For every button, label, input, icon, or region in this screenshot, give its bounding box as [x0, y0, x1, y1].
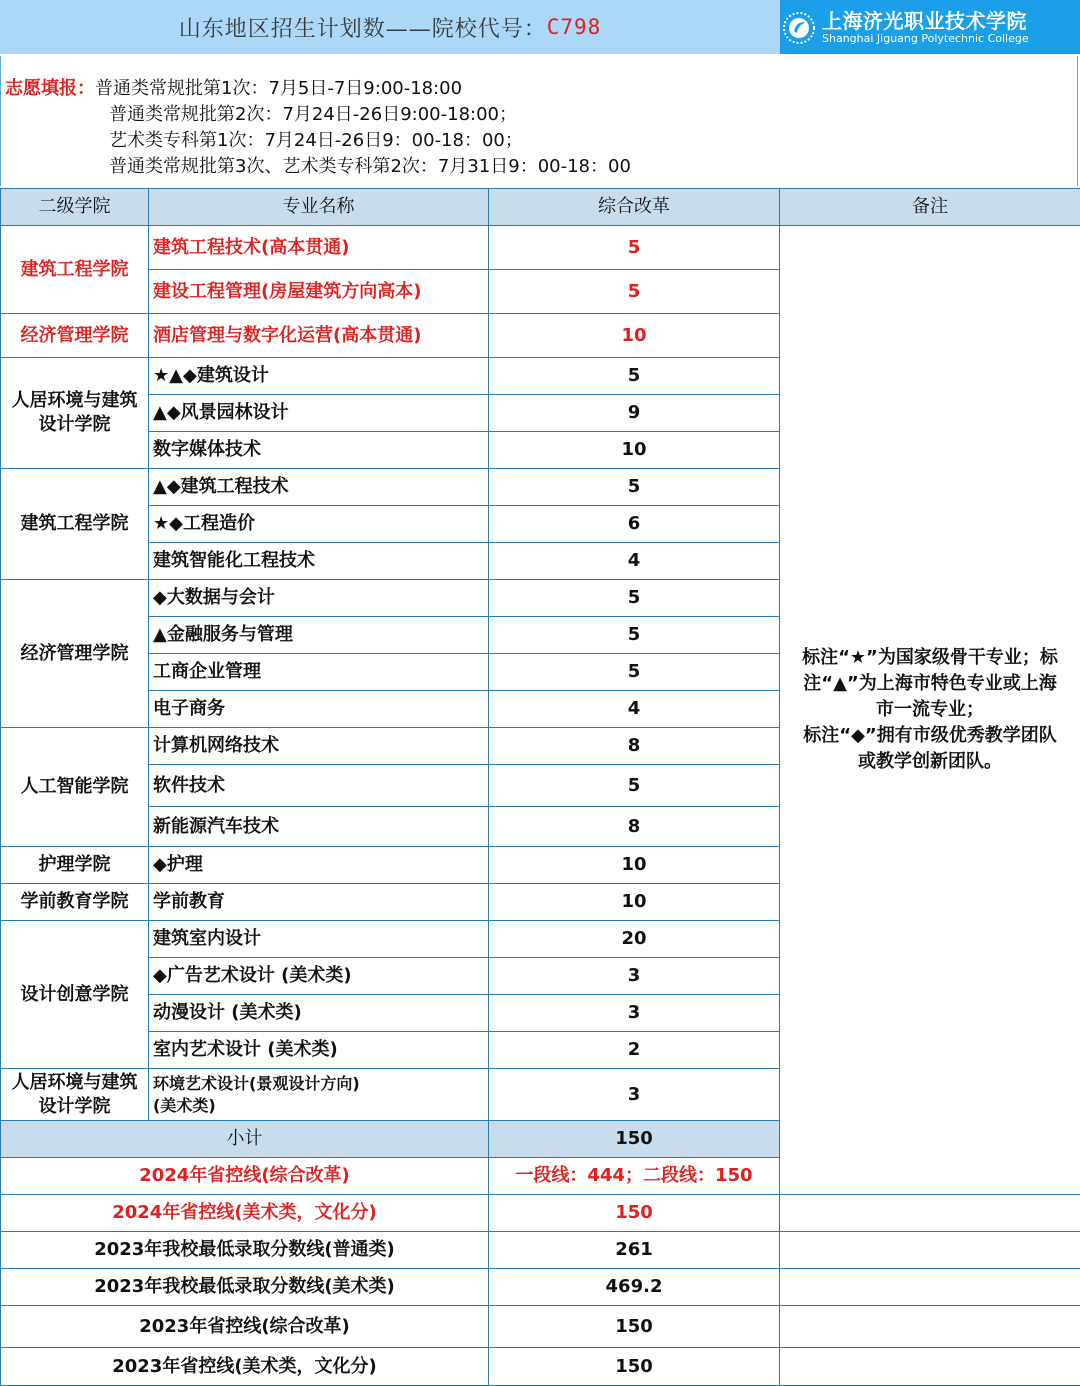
count-cell: 2	[489, 1032, 780, 1069]
major-cell: 新能源汽车技术	[149, 807, 489, 847]
footer-row	[1, 1269, 1080, 1306]
college-cell: 护理学院	[1, 847, 149, 884]
footer-value: 150	[489, 1306, 780, 1348]
remark-line: 注“▲”为上海市特色专业或上海	[788, 671, 1072, 697]
major-cell: 电子商务	[149, 691, 489, 728]
major-cell: ▲金融服务与管理	[149, 617, 489, 654]
title-prefix: 山东地区招生计划数——院校代号：	[179, 12, 547, 43]
count-cell: 5	[489, 270, 780, 314]
table-header-row	[1, 189, 1080, 226]
subtotal-label: 小计	[1, 1121, 489, 1158]
college-cell: 经济管理学院	[1, 314, 149, 358]
count-cell: 5	[489, 765, 780, 807]
application-notice	[0, 56, 1078, 186]
footer-label: 2023年省控线(美术类，文化分)	[1, 1348, 489, 1386]
count-cell: 3	[489, 958, 780, 995]
major-cell: 建筑智能化工程技术	[149, 543, 489, 580]
count-cell: 10	[489, 847, 780, 884]
college-cell: 设计创意学院	[1, 921, 149, 1069]
page-title	[0, 0, 780, 54]
enrollment-table	[0, 188, 1080, 1386]
logo-name-cn: 上海济光职业技术学院	[822, 10, 1029, 32]
college-cell: 建筑工程学院	[1, 469, 149, 580]
major-cell: 建设工程管理(房屋建筑方向高本)	[149, 270, 489, 314]
notice-line-2: 普通类常规批第2次：7月24日-26日9:00-18:00；	[109, 100, 517, 126]
major-cell: 学前教育	[149, 884, 489, 921]
footer-empty	[780, 1269, 1080, 1306]
notice-text: 普通类常规批第1次：7月5日-7日9:00-18:00	[95, 78, 462, 99]
count-cell: 4	[489, 691, 780, 728]
major-cell: 室内艺术设计 (美术类)	[149, 1032, 489, 1069]
major-cell: 酒店管理与数字化运营(高本贯通)	[149, 314, 489, 358]
footer-value: 150	[489, 1348, 780, 1386]
remark-line: 标注“◆”拥有市级优秀教学团队	[788, 723, 1072, 749]
college-cell: 建筑工程学院	[1, 226, 149, 314]
notice-line-3: 艺术类专科第1次：7月24日-26日9：00-18：00；	[109, 126, 523, 152]
major-cell	[149, 1069, 489, 1121]
count-cell: 5	[489, 469, 780, 506]
count-cell: 5	[489, 358, 780, 395]
major-line: (美术类)	[153, 1095, 488, 1117]
notice-line-1	[5, 74, 462, 100]
major-cell: ▲◆建筑工程技术	[149, 469, 489, 506]
major-cell: 建筑室内设计	[149, 921, 489, 958]
footer-row	[1, 1195, 1080, 1232]
major-cell: ★▲◆建筑设计	[149, 358, 489, 395]
count-cell: 5	[489, 580, 780, 617]
footer-empty	[780, 1306, 1080, 1348]
header-bar	[0, 0, 1080, 54]
count-cell: 20	[489, 921, 780, 958]
count-cell: 8	[489, 728, 780, 765]
count-cell: 3	[489, 995, 780, 1032]
remark-line: 市一流专业；	[788, 697, 1072, 723]
major-cell: ◆护理	[149, 847, 489, 884]
count-cell: 4	[489, 543, 780, 580]
college-cell: 人居环境与建筑设计学院	[1, 358, 149, 469]
major-cell: 工商企业管理	[149, 654, 489, 691]
college-cell: 学前教育学院	[1, 884, 149, 921]
college-cell: 人工智能学院	[1, 728, 149, 847]
major-cell: 数字媒体技术	[149, 432, 489, 469]
column-header: 专业名称	[149, 189, 489, 226]
count-cell: 8	[489, 807, 780, 847]
count-cell: 10	[489, 432, 780, 469]
count-cell: 5	[489, 617, 780, 654]
count-cell: 10	[489, 314, 780, 358]
school-code: C798	[547, 15, 602, 39]
remark-line: 或教学创新团队。	[788, 749, 1072, 775]
footer-value: 261	[489, 1232, 780, 1269]
footer-row	[1, 1306, 1080, 1348]
count-cell: 6	[489, 506, 780, 543]
college-emblem-icon	[782, 11, 816, 45]
footer-row	[1, 1232, 1080, 1269]
count-cell: 9	[489, 395, 780, 432]
subtotal-value: 150	[489, 1121, 780, 1158]
column-header: 备注	[780, 189, 1080, 226]
footer-label: 2023年省控线(综合改革)	[1, 1306, 489, 1348]
footer-label: 2024年省控线(美术类，文化分)	[1, 1195, 489, 1232]
footer-value: 150	[489, 1195, 780, 1232]
remark-line: 标注“★”为国家级骨干专业；标	[788, 645, 1072, 671]
major-cell: 动漫设计 (美术类)	[149, 995, 489, 1032]
major-cell: ▲◆风景园林设计	[149, 395, 489, 432]
table-row	[1, 226, 1080, 270]
major-cell: 计算机网络技术	[149, 728, 489, 765]
footer-row	[1, 1348, 1080, 1386]
major-cell: ★◆工程造价	[149, 506, 489, 543]
footer-label: 2023年我校最低录取分数线(普通类)	[1, 1232, 489, 1269]
count-cell: 5	[489, 654, 780, 691]
major-cell: 软件技术	[149, 765, 489, 807]
remark-cell	[780, 226, 1080, 1195]
major-line: 环境艺术设计(景观设计方向)	[153, 1073, 488, 1095]
column-header: 二级学院	[1, 189, 149, 226]
major-cell: ◆广告艺术设计 (美术类)	[149, 958, 489, 995]
column-header: 综合改革	[489, 189, 780, 226]
college-cell: 人居环境与建筑设计学院	[1, 1069, 149, 1121]
count-cell: 5	[489, 226, 780, 270]
footer-empty	[780, 1195, 1080, 1232]
footer-label: 2023年我校最低录取分数线(美术类)	[1, 1269, 489, 1306]
footer-value: 一段线：444；二段线：150	[489, 1158, 780, 1195]
count-cell: 3	[489, 1069, 780, 1121]
logo-name-en: Shanghai Jiguang Polytechnic College	[822, 32, 1029, 46]
footer-empty	[780, 1348, 1080, 1386]
notice-label: 志愿填报：	[5, 78, 95, 99]
footer-empty	[780, 1232, 1080, 1269]
major-cell: ◆大数据与会计	[149, 580, 489, 617]
count-cell: 10	[489, 884, 780, 921]
college-cell: 经济管理学院	[1, 580, 149, 728]
notice-line-4: 普通类常规批第3次、艺术类专科第2次：7月31日9：00-18：00	[109, 152, 631, 178]
major-cell: 建筑工程技术(高本贯通)	[149, 226, 489, 270]
footer-value: 469.2	[489, 1269, 780, 1306]
footer-label: 2024年省控线(综合改革)	[1, 1158, 489, 1195]
college-logo	[782, 6, 1078, 50]
